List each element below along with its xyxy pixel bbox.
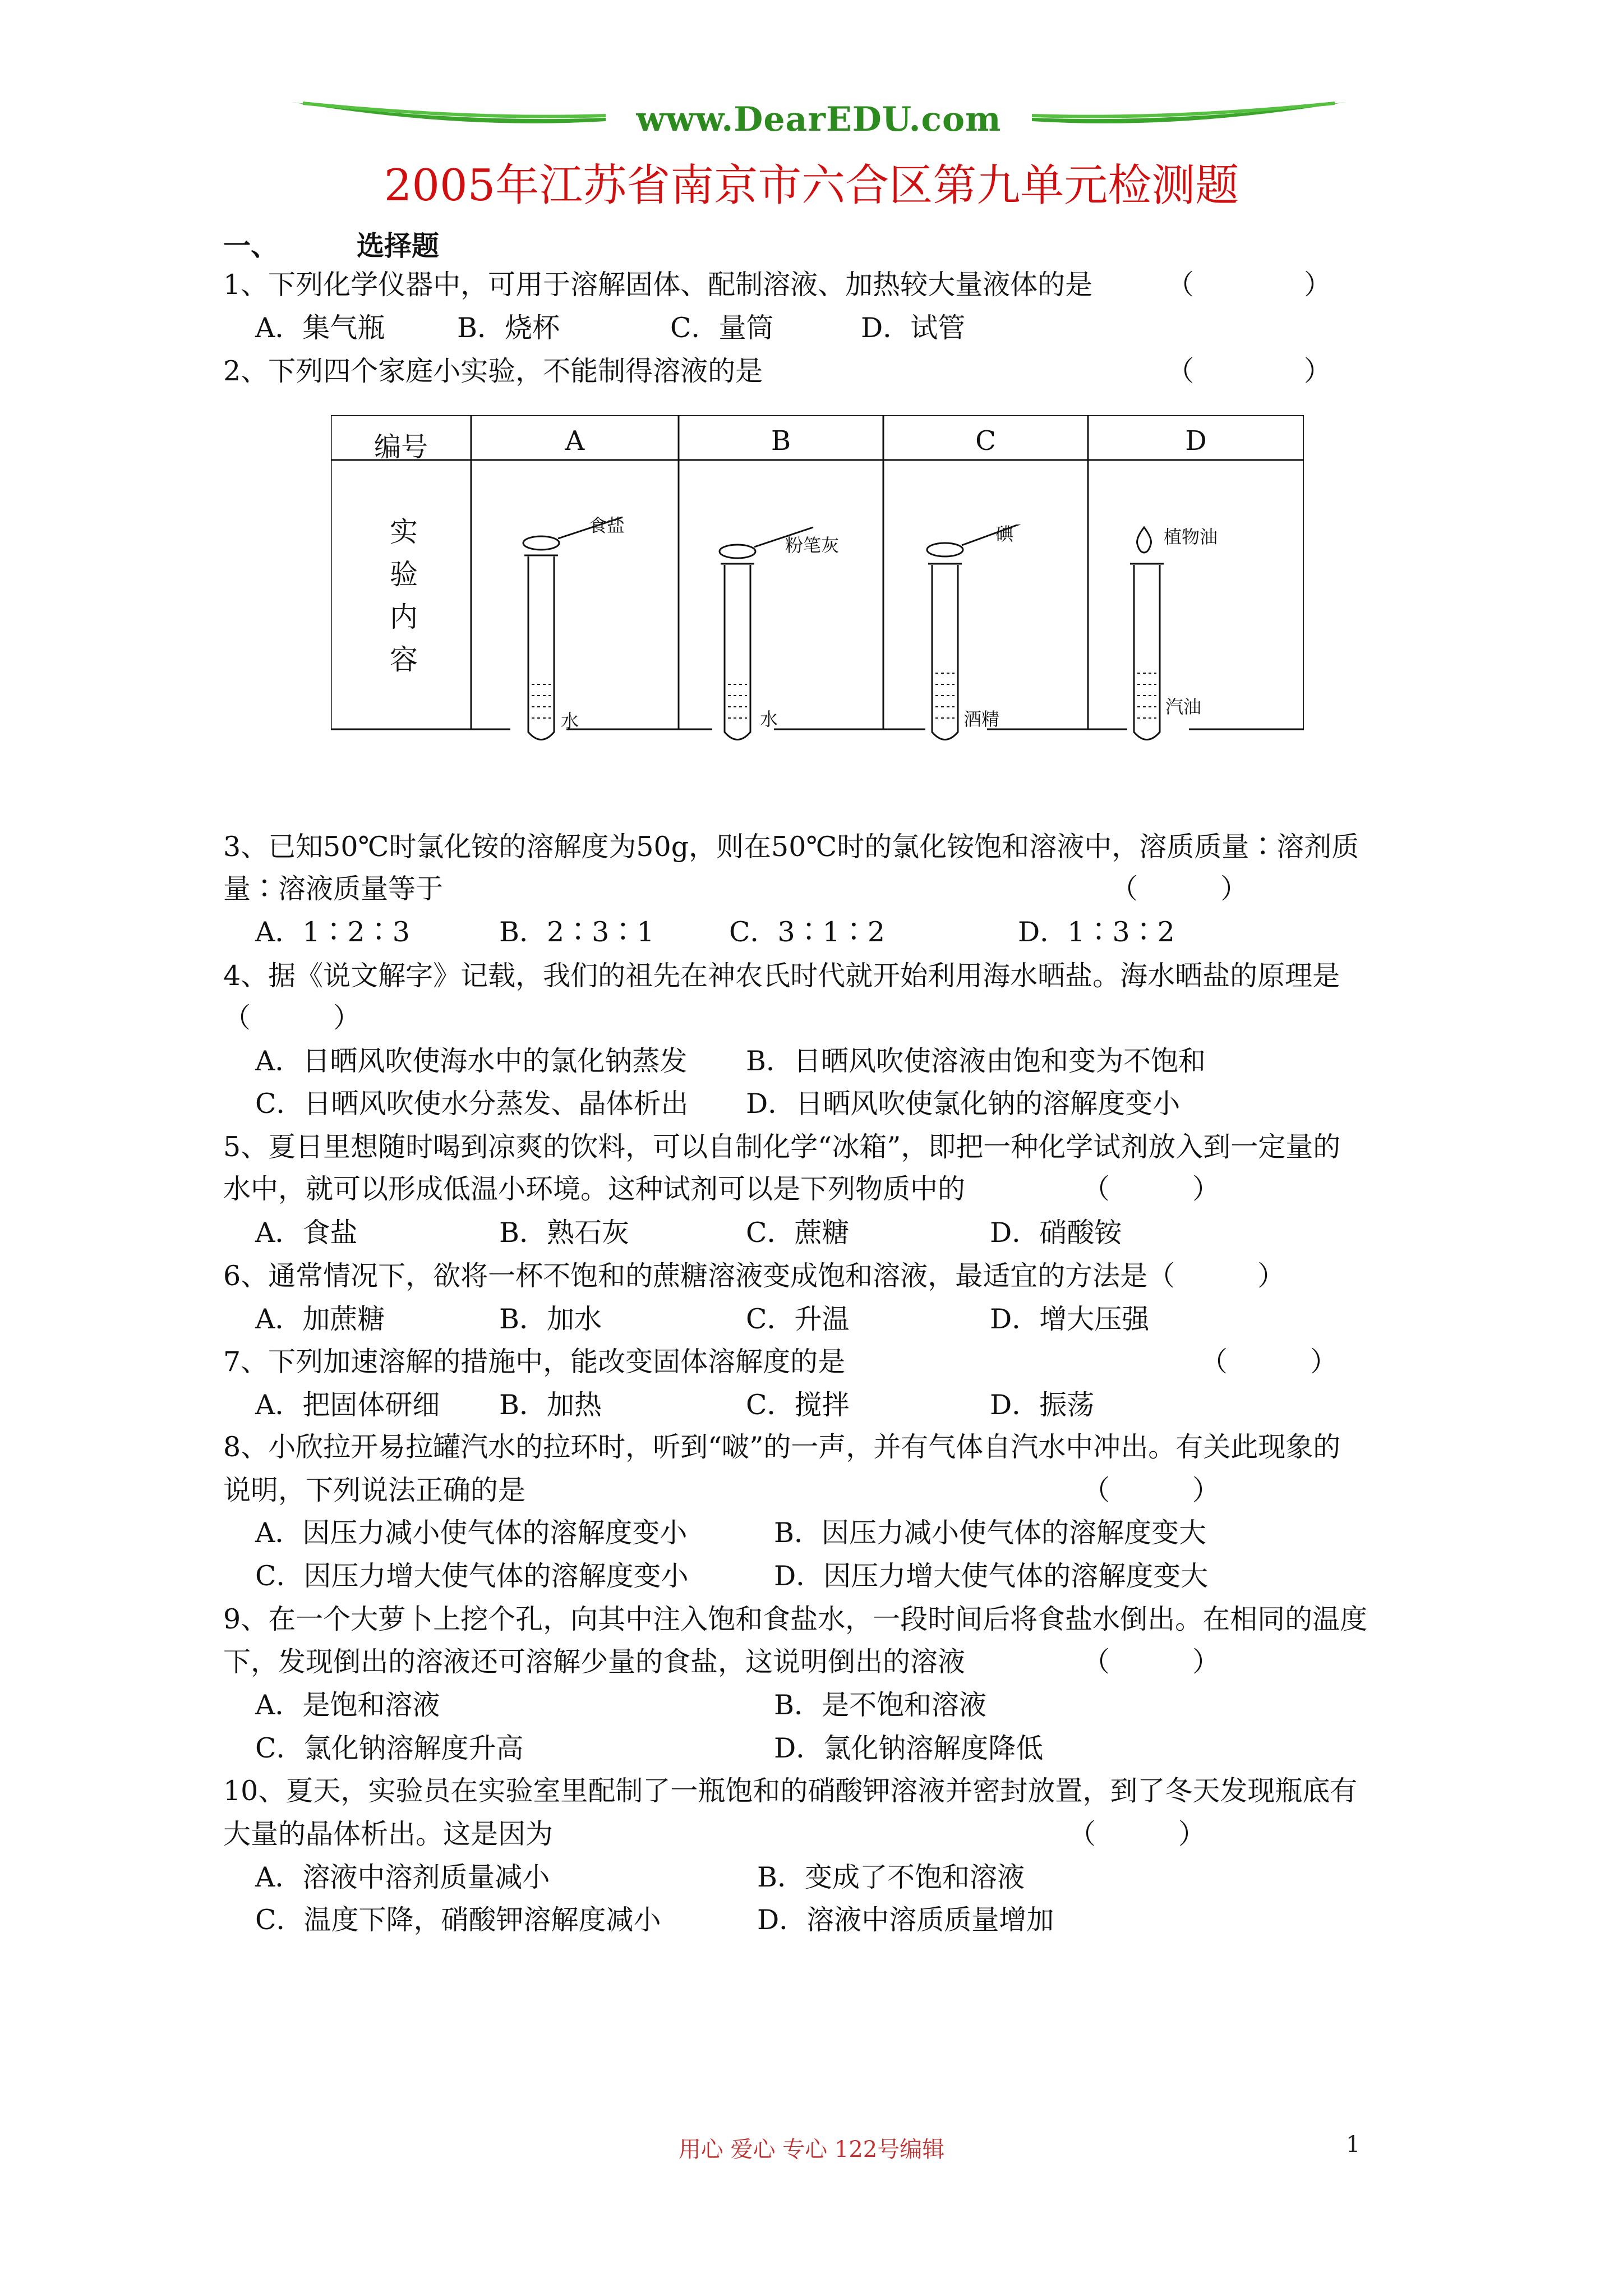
solute-label-a: 食盐 — [589, 515, 625, 536]
row-label-char: 验 — [390, 558, 418, 591]
q5-option-d: D．硝酸铵 — [990, 1217, 1122, 1249]
q6-option-b: B．加水 — [499, 1303, 602, 1335]
question-7-text: 7、下列加速溶解的措施中，能改变固体溶解度的是 — [223, 1346, 846, 1378]
question-8-text: 8、小欣拉开易拉罐汽水的拉环时，听到“啵”的一声，并有气体自汽水中冲出。有关此现象的 — [223, 1431, 1341, 1463]
question-2-text: 2、下列四个家庭小实验，不能制得溶液的是 — [223, 355, 763, 387]
section-label: 选择题 — [357, 229, 440, 262]
page-footer: 用心 爱心 专心 122号编辑 — [678, 2137, 945, 2162]
q8-option-b: B．因压力减小使气体的溶解度变大 — [774, 1517, 1207, 1549]
solvent-label-a: 水 — [561, 710, 579, 731]
experiment-b — [701, 524, 880, 760]
q8-option-c: C．因压力增大使气体的溶解度变小 — [255, 1560, 689, 1592]
question-10-text-cont: 大量的晶体析出。这是因为 — [223, 1818, 554, 1850]
q6-option-d: D．增大压强 — [990, 1303, 1150, 1335]
q9-option-c: C．氯化钠溶解度升高 — [255, 1732, 524, 1764]
q1-option-b: B．烧杯 — [457, 312, 560, 344]
question-1-text: 1、下列化学仪器中，可用于溶解固体、配制溶液、加热较大量液体的是 — [223, 269, 1093, 301]
solvent-label-c: 酒精 — [963, 708, 1000, 730]
row-label-char: 容 — [390, 643, 418, 676]
experiment-a — [505, 516, 673, 752]
q10-option-d: D．溶液中溶质质量增加 — [757, 1904, 1054, 1936]
question-5-text: 5、夏日里想随时喝到凉爽的饮料，可以自制化学“冰箱”，即把一种化学试剂放入到一定量的 — [223, 1131, 1341, 1163]
q7-option-a: A．把固体研细 — [255, 1389, 440, 1421]
q4-option-b: B．日晒风吹使溶液由饱和变为不饱和 — [746, 1045, 1206, 1077]
question-1-answer-blank[interactable]: （ ） — [1166, 269, 1332, 301]
table-header-b: B — [771, 425, 791, 457]
table-header-c: C — [975, 425, 996, 457]
question-6-text: 6、通常情况下，欲将一杯不饱和的蔗糖溶液变成饱和溶液，最适宜的方法是（ ） — [223, 1260, 1285, 1292]
table-header-a: A — [565, 425, 585, 457]
solute-label-c: 碘 — [995, 523, 1014, 545]
site-banner — [292, 95, 1346, 140]
question-4-answer-blank[interactable]: （ ） — [223, 1002, 361, 1034]
q9-option-b: B．是不饱和溶液 — [774, 1689, 987, 1721]
spoon-test-tube-icon — [701, 524, 880, 760]
spoon-test-tube-icon — [505, 516, 673, 752]
question-2-answer-blank[interactable]: （ ） — [1166, 355, 1332, 387]
q4-option-d: D．日晒风吹使氯化钠的溶解度变小 — [746, 1088, 1181, 1120]
row-label — [387, 510, 421, 681]
q5-option-c: C．蔗糖 — [746, 1217, 850, 1249]
question-10-answer-blank[interactable]: （ ） — [1068, 1818, 1206, 1850]
section-number: 一、 — [223, 229, 279, 262]
q8-option-d: D．因压力增大使气体的溶解度变大 — [774, 1560, 1209, 1592]
question-5-answer-blank[interactable]: （ ） — [1082, 1173, 1220, 1205]
q7-option-b: B．加热 — [499, 1389, 602, 1421]
row-label-char: 内 — [390, 601, 418, 633]
question-5-text-cont: 水中，就可以形成低温小环境。这种试剂可以是下列物质中的 — [223, 1173, 966, 1205]
q3-option-c: C．3∶1∶2 — [729, 916, 886, 948]
q4-option-a: A．日晒风吹使海水中的氯化钠蒸发 — [255, 1045, 688, 1077]
q6-option-a: A．加蔗糖 — [255, 1303, 385, 1335]
question-3-text: 3、已知50℃时氯化铵的溶解度为50g，则在50℃时的氯化铵饱和溶液中，溶质质量∶溶剂质 — [223, 831, 1359, 863]
q3-option-b: B．2∶3∶1 — [499, 916, 654, 948]
oil-drop-test-tube-icon — [1127, 524, 1295, 760]
q7-option-d: D．振荡 — [990, 1389, 1095, 1421]
experiment-table — [331, 415, 1304, 735]
row-label-char: 实 — [390, 516, 418, 548]
q9-option-d: D．氯化钠溶解度降低 — [774, 1732, 1044, 1764]
question-10-text: 10、夏天，实验员在实验室里配制了一瓶饱和的硝酸钾溶液并密封放置，到了冬天发现瓶底有 — [223, 1775, 1358, 1807]
question-4-text: 4、据《说文解字》记载，我们的祖先在神农氏时代就开始利用海水晒盐。海水晒盐的原理是 — [223, 960, 1340, 992]
q3-option-a: A．1∶2∶3 — [255, 916, 410, 948]
q5-option-a: A．食盐 — [255, 1217, 358, 1249]
q9-option-a: A．是饱和溶液 — [255, 1689, 440, 1721]
solvent-label-b: 水 — [760, 708, 778, 730]
q8-option-a: A．因压力减小使气体的溶解度变小 — [255, 1517, 688, 1549]
page-number: 1 — [1346, 2132, 1361, 2157]
q4-option-c: C．日晒风吹使水分蒸发、晶体析出 — [255, 1088, 689, 1120]
q3-option-d: D．1∶3∶2 — [1018, 916, 1175, 948]
site-name[interactable]: www.DearEDU.com — [636, 100, 1002, 139]
question-9-text-cont: 下，发现倒出的溶液还可溶解少量的食盐，这说明倒出的溶液 — [223, 1646, 966, 1678]
q10-option-b: B．变成了不饱和溶液 — [757, 1861, 1025, 1893]
q10-option-c: C．温度下降，硝酸钾溶解度减小 — [255, 1904, 661, 1936]
question-8-text-cont: 说明，下列说法正确的是 — [223, 1474, 526, 1506]
question-9-text: 9、在一个大萝卜上挖个孔，向其中注入饱和食盐水，一段时间后将食盐水倒出。在相同的温度 — [223, 1603, 1368, 1635]
solvent-label-d: 汽油 — [1165, 696, 1202, 717]
q5-option-b: B．熟石灰 — [499, 1217, 630, 1249]
section-heading — [223, 229, 439, 263]
q1-option-a: A．集气瓶 — [255, 312, 385, 344]
page-title: 2005年江苏省南京市六合区第九单元检测题 — [384, 160, 1239, 211]
question-3-text-cont: 量∶溶液质量等于 — [223, 873, 444, 905]
question-3-answer-blank[interactable]: （ ） — [1110, 873, 1248, 905]
experiment-d — [1127, 524, 1295, 760]
q10-option-a: A．溶液中溶剂质量减小 — [255, 1861, 550, 1893]
solute-label-d: 植物油 — [1164, 526, 1218, 547]
q1-option-d: D．试管 — [861, 312, 966, 344]
experiment-c — [914, 524, 1082, 760]
question-8-answer-blank[interactable]: （ ） — [1082, 1474, 1220, 1506]
table-header-label: 编号 — [374, 431, 428, 463]
q7-option-c: C．搅拌 — [746, 1389, 850, 1421]
q1-option-c: C．量筒 — [670, 312, 774, 344]
q6-option-c: C．升温 — [746, 1303, 850, 1335]
solute-label-b: 粉笔灰 — [785, 535, 840, 556]
question-7-answer-blank[interactable]: （ ） — [1200, 1346, 1338, 1378]
table-header-d: D — [1185, 425, 1207, 457]
question-9-answer-blank[interactable]: （ ） — [1082, 1646, 1220, 1678]
